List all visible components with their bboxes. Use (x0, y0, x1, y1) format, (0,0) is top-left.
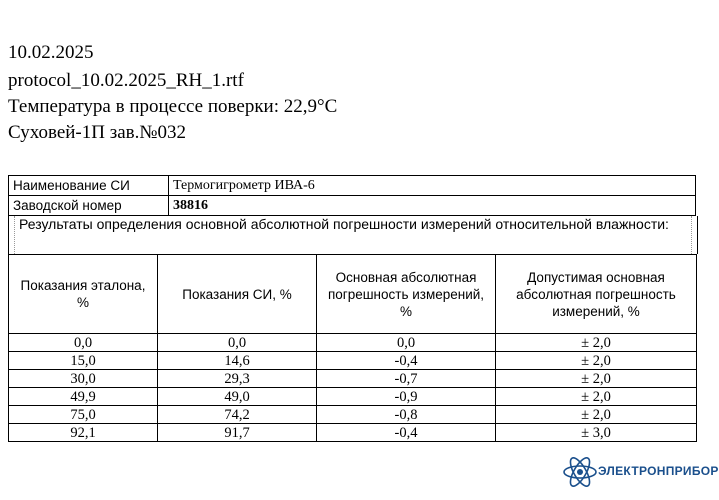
table-cell: 91,7 (158, 424, 317, 442)
results-table (8, 254, 697, 442)
device-line: Суховей-1П зав.№032 (8, 122, 187, 143)
table-cell: -0,4 (317, 352, 496, 370)
table-cell: 92,1 (9, 424, 158, 442)
device-info-table (8, 175, 696, 216)
table-row (9, 352, 697, 370)
table-cell: ± 2,0 (496, 352, 697, 370)
table-cell: ± 2,0 (496, 370, 697, 388)
results-title-text: Результаты определения основной абсолютной погрешности измерений относительной влажности: (14, 216, 692, 254)
table-cell: 15,0 (9, 352, 158, 370)
table-cell: 49,0 (158, 388, 317, 406)
col-error: Основная абсолютная погрешность измерений, % (317, 255, 496, 334)
col-reference: Показания эталона, % (9, 255, 158, 334)
atom-icon (560, 452, 600, 492)
results-title (8, 216, 698, 254)
serial-value: 38816 (169, 196, 696, 216)
table-cell: ± 2,0 (496, 406, 697, 424)
protocol-filename: protocol_10.02.2025_RH_1.rtf (8, 70, 244, 91)
table-cell: 49,9 (9, 388, 158, 406)
table-cell: 75,0 (9, 406, 158, 424)
name-value: Термогигрометр ИВА-6 (169, 176, 696, 196)
col-allowed-error: Допустимая основная абсолютная погрешность измерений, % (496, 255, 697, 334)
table-row (9, 370, 697, 388)
table-cell: ± 2,0 (496, 334, 697, 352)
table-cell: 74,2 (158, 406, 317, 424)
table-cell: 14,6 (158, 352, 317, 370)
table-row (9, 424, 697, 442)
results-header-row (9, 255, 697, 334)
table-row (9, 388, 697, 406)
table-cell: ± 2,0 (496, 388, 697, 406)
serial-label: Заводской номер (9, 196, 169, 216)
table-cell: 29,3 (158, 370, 317, 388)
col-device: Показания СИ, % (158, 255, 317, 334)
info-row-serial (9, 196, 696, 216)
table-row (9, 406, 697, 424)
table-row (9, 334, 697, 352)
info-row-name (9, 176, 696, 196)
table-cell: 0,0 (158, 334, 317, 352)
table-cell: ± 3,0 (496, 424, 697, 442)
table-cell: -0,7 (317, 370, 496, 388)
name-label: Наименование СИ (9, 176, 169, 196)
table-cell: -0,9 (317, 388, 496, 406)
table-cell: 0,0 (9, 334, 158, 352)
table-cell: -0,8 (317, 406, 496, 424)
temperature-line: Температура в процессе поверки: 22,9°С (8, 96, 338, 117)
table-cell: 30,0 (9, 370, 158, 388)
logo-text: ЭЛЕКТРОНПРИБОР (598, 464, 719, 478)
company-logo (560, 452, 719, 492)
protocol-date: 10.02.2025 (8, 42, 94, 63)
table-cell: -0,4 (317, 424, 496, 442)
table-cell: 0,0 (317, 334, 496, 352)
